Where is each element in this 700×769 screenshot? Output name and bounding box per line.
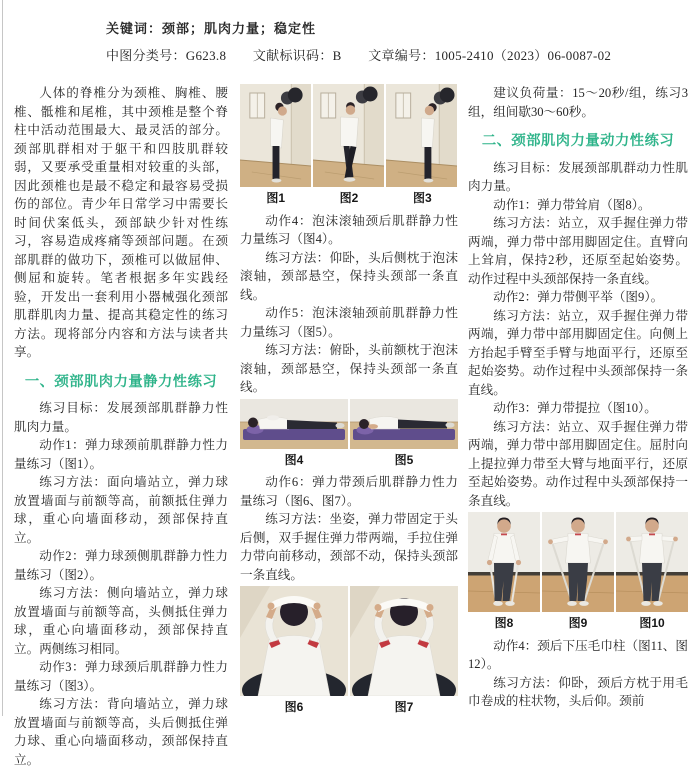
section-1-heading: 一、颈部肌肉力量静力性练习 (24, 373, 218, 390)
section-2-heading: 二、颈部肌肉力量动力性练习 (481, 133, 675, 149)
paragraph: 动作2：弹力带侧平举（图9）。 (493, 290, 664, 304)
figure-1-caption: 图1 (266, 191, 285, 205)
figure-7-caption: 图7 (394, 700, 414, 714)
paragraph: 动作1：弹力球颈前肌群静力性力量练习（图1）。 (14, 438, 228, 471)
figure-row-1-3 (240, 84, 458, 187)
figure-row-6-7 (240, 586, 458, 696)
article-header (106, 18, 666, 64)
paragraph: 练习方法：背向墙站立，弹力球放置墙面与前额等高，头后侧抵住弹力球、重心向墙面移动，颈部保持直立。 (14, 697, 228, 767)
figure-3-photo (386, 84, 457, 187)
figure-1-photo (240, 84, 311, 187)
paragraph: 练习方法：仰卧，头后侧枕于泡沫滚轴，颈部悬空，保持头颈部一条直线。 (240, 250, 458, 302)
figure-9-photo (542, 512, 614, 612)
paragraph: 动作3：弹力带提拉（图10）。 (493, 401, 657, 415)
intro-paragraph: 人体的脊椎分为颈椎、胸椎、腰椎、骶椎和尾椎，其中颈椎是整个脊柱中活动范围最大、最灵活的部分。颈部肌群相对于躯干和四肢肌群较弱，又要承受重量相对较重的头部，因此颈椎也是最不稳定和最容易受损伤的部位。青少年日常学习中需要长时间伏案低头，颈部缺少针对性练习，容易造成疼痛等颈部问题。在颈部肌群的做功下，颈椎可以做屈伸、侧屈和旋转。笔者根据多年实践经验，开发出一套利用小器械强化颈部肌群肌肉力量、提高其稳定性的练习方法。现将部分内容和方法与读者共享。 (14, 86, 228, 359)
figure-5-photo (350, 399, 458, 449)
page-left-rule (2, 0, 3, 716)
paragraph: 动作1：弹力带耸肩（图8）。 (493, 197, 651, 212)
figure-row-4-5 (240, 399, 458, 449)
figure-6-caption: 图6 (284, 700, 304, 714)
figure-8-photo (468, 512, 540, 612)
paragraph: 动作4：泡沫滚轴颈后肌群静力性力量练习（图4）。 (240, 213, 458, 246)
paragraph: 动作6：弹力带颈后肌群静力性力量练习（图6、图7）。 (240, 475, 458, 508)
column-left (14, 84, 228, 769)
figure-10-caption: 图10 (639, 616, 665, 630)
figure-2-caption: 图2 (339, 191, 359, 205)
paragraph: 动作5：泡沫滚轴颈前肌群静力性力量练习（图5）。 (240, 306, 458, 339)
paragraph: 动作3：弹力球颈后肌群静力性力量练习（图3）。 (14, 660, 228, 693)
paragraph: 练习目标：发展颈部肌群动力性肌肉力量。 (468, 160, 688, 193)
figure-7-photo (350, 586, 458, 696)
paragraph: 练习方法：站立，双手握住弹力带两端，弹力带中部用脚固定住。向侧上方抬起手臂至手臂与地面平行，还原至起始姿势。动作过程中头颈部保持一条直线。 (468, 308, 688, 397)
figure-captions-4-5 (240, 451, 458, 470)
figure-row-8-10 (468, 512, 688, 612)
figure-9-caption: 图9 (568, 616, 588, 630)
keywords-line: 关键词：颈部；肌肉力量；稳定性 (106, 21, 317, 36)
figure-2-photo (313, 84, 384, 187)
load-recommendation: 建议负荷量：15～20秒/组，练习3组，组间歇30～60秒。 (468, 86, 688, 119)
paragraph: 练习方法：仰卧，颈后方枕于用毛巾卷成的柱状物，头后仰。颈前 (468, 675, 688, 708)
column-right (468, 84, 688, 711)
paragraph: 练习方法：站立，双手握住弹力带两端，弹力带中部用脚固定住。直臂向上耸肩，保持2秒，还原至起始姿势。动作过程中头颈部保持一条直线。 (468, 216, 688, 286)
figure-10-photo (616, 512, 688, 612)
paragraph: 动作2：弹力球颈侧肌群静力性力量练习（图2）。 (14, 549, 228, 582)
figure-8-caption: 图8 (494, 616, 514, 630)
figure-5-caption: 图5 (394, 452, 414, 467)
figure-4-photo (240, 399, 348, 449)
paragraph: 练习目标：发展颈部肌群静力性肌肉力量。 (14, 401, 228, 434)
paragraph: 练习方法：站立、双手握住弹力带两端，弹力带中部用脚固定住。屈肘向上提拉弹力带至大臂与地面平行，还原至起始姿势。动作过程中头颈部保持一条直线。 (468, 419, 688, 508)
figure-captions-8-10 (468, 614, 688, 633)
figure-captions-1-3 (240, 189, 458, 208)
figure-4-caption: 图4 (284, 452, 304, 467)
paragraph: 练习方法：侧向墙站立，弹力球放置墙面与前额等高，头侧抵住弹力球，重心向墙面移动，颈部保持直立。两侧练习相同。 (14, 586, 228, 656)
paragraph: 动作4：颈后下压毛巾柱（图11、图12）。 (468, 638, 688, 671)
figure-captions-6-7 (240, 698, 458, 717)
paragraph: 练习方法：面向墙站立，弹力球放置墙面与前额等高，前额抵住弹力球，重心向墙面移动，颈部保持直立。 (14, 475, 228, 545)
paragraph: 练习方法：俯卧，头前额枕于泡沫滚轴，颈部悬空，保持头颈部一条直线。 (240, 343, 458, 394)
figure-6-photo (240, 586, 348, 696)
figure-3-caption: 图3 (412, 191, 432, 205)
column-middle (240, 84, 458, 721)
classification-line: 中图分类号：G623.8 文献标识码：B 文章编号：1005-2410（2023）06-0087-02 (106, 48, 612, 63)
paragraph: 练习方法：坐姿，弹力带固定于头后侧，双手握住弹力带两端，手拉住弹力带向前移动，颈部不动，保持头颈部一条直线。 (240, 512, 458, 582)
